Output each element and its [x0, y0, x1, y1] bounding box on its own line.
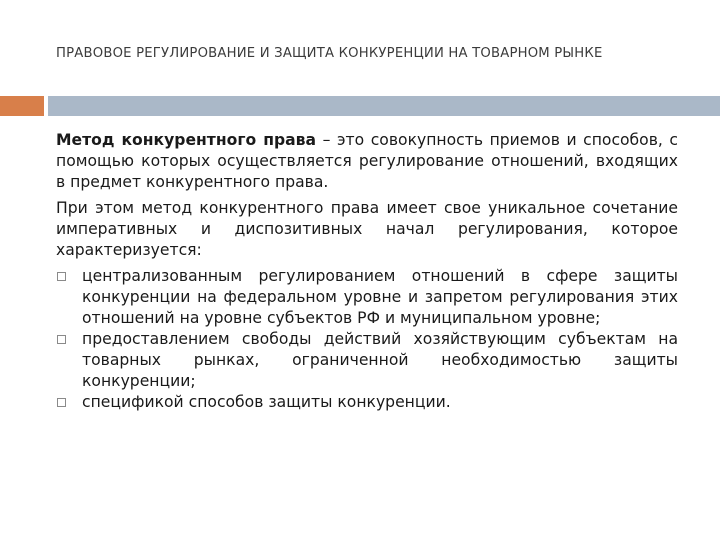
- list-item: [56, 392, 678, 413]
- bullet-list: [56, 266, 678, 413]
- slide-title: ПРАВОВОЕ РЕГУЛИРОВАНИЕ И ЗАЩИТА КОНКУРЕНЦИИ НА ТОВАРНОМ РЫНКЕ: [56, 46, 603, 61]
- list-item: [56, 266, 678, 329]
- square-bullet-icon: [57, 335, 66, 344]
- square-bullet-icon: [57, 398, 66, 407]
- list-item-text: предоставлением свободы действий хозяйствующим субъектам на товарных рынках, ограниченной необходимостью защиты конкуренции;: [82, 330, 678, 390]
- square-bullet-icon: [57, 272, 66, 281]
- slide-body: [56, 130, 678, 413]
- accent-bar-orange: [0, 96, 44, 116]
- accent-bar-blue: [48, 96, 720, 116]
- paragraph-method: При этом метод конкурентного права имеет свое уникальное сочетание императивных и диспозитивных начал регулирования, которое характеризуется:: [56, 199, 678, 259]
- definition-text: – это совокупность приемов и способов, с помощью которых осуществляется регулирование отношений, входящих в предмет конкурентного права.: [56, 131, 678, 191]
- list-item: [56, 329, 678, 392]
- term-bold: Метод конкурентного права: [56, 131, 317, 149]
- paragraph-definition: [56, 130, 678, 193]
- list-item-text: централизованным регулированием отношений в сфере защиты конкуренции на федеральном уровне и запретом регулирования этих отношений на уровне субъектов РФ и муниципальном уровне;: [82, 267, 678, 327]
- list-item-text: спецификой способов защиты конкуренции.: [82, 393, 451, 411]
